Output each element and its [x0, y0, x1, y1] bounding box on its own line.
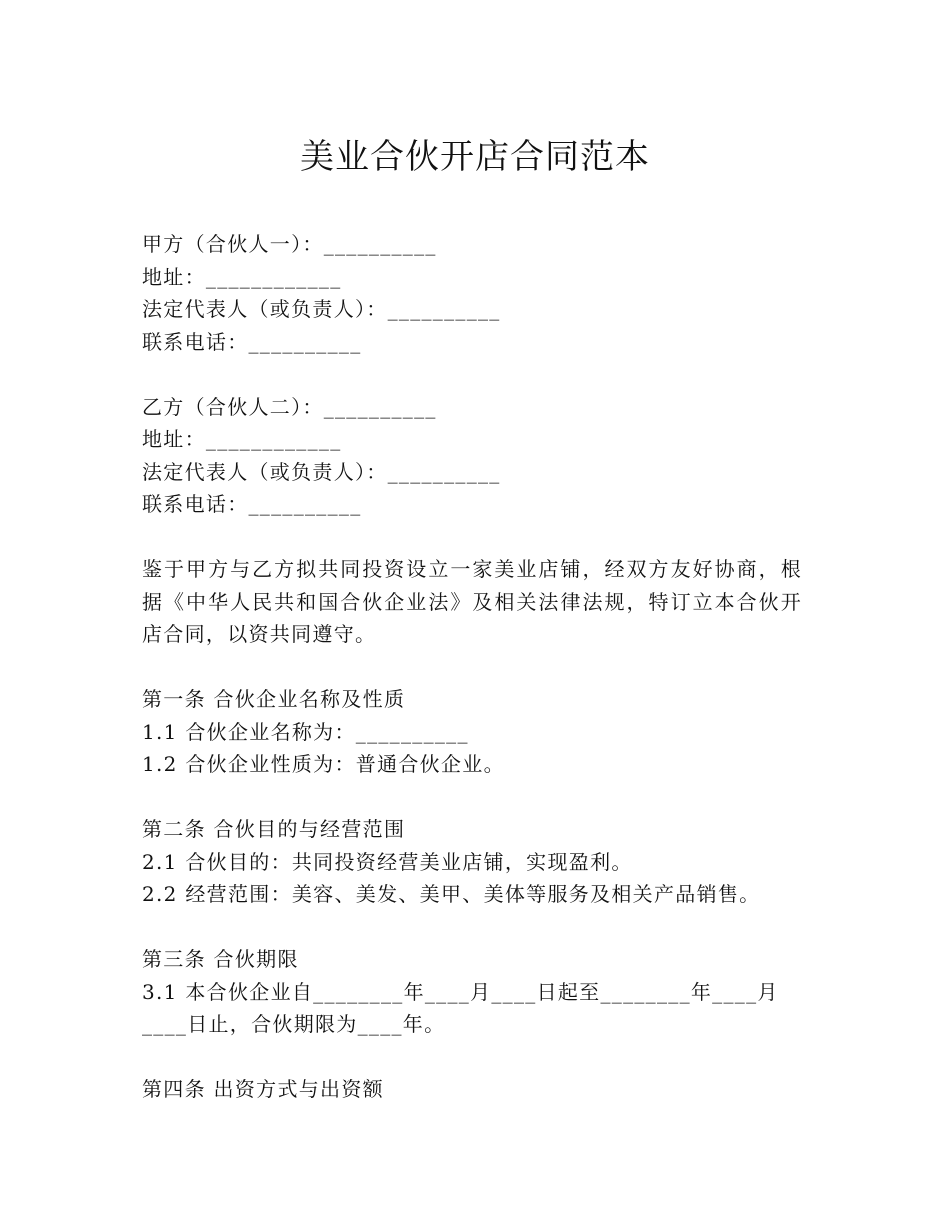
party-b-address-line: 地址：____________ — [142, 427, 342, 451]
spacer — [142, 1041, 802, 1074]
clause-3-1-line-1: 3.1 本合伙企业自________年____月____日起至________年____月 — [142, 979, 779, 1004]
document-body — [142, 228, 802, 1106]
clause-2-2: 2.2 经营范围：美容、美发、美甲、美体等服务及相关产品销售。 — [142, 882, 761, 906]
spacer — [142, 781, 802, 814]
spacer — [142, 651, 802, 684]
party-b-name-line: 乙方（合伙人二）：__________ — [142, 394, 437, 419]
spacer — [142, 358, 802, 391]
spacer — [142, 911, 802, 944]
article-2-heading: 第二条 合伙目的与经营范围 — [142, 817, 406, 841]
clause-1-2: 1.2 合伙企业性质为：普通合伙企业。 — [142, 752, 505, 776]
preamble-paragraph: 鉴于甲方与乙方拟共同投资设立一家美业店铺，经双方友好协商，根据《中华人民共和国合伙企业法》及相关法律法规，特订立本合伙开店合同，以资共同遵守。 — [142, 557, 802, 646]
party-a-address-line: 地址：____________ — [142, 264, 342, 289]
party-a-legal-rep-line: 法定代表人（或负责人）：__________ — [142, 297, 501, 321]
party-a-name-line: 甲方（合伙人一）：__________ — [142, 232, 437, 256]
clause-3-1-line-2: ____日止，合伙期限为____年。 — [142, 1012, 446, 1036]
article-1-heading: 第一条 合伙企业名称及性质 — [142, 687, 406, 711]
party-b-phone-line: 联系电话：__________ — [142, 492, 362, 516]
spacer — [142, 521, 802, 554]
clause-1-1: 1.1 合伙企业名称为：__________ — [142, 719, 469, 744]
article-4-heading: 第四条 出资方式与出资额 — [142, 1077, 384, 1101]
clause-2-1: 2.1 合伙目的：共同投资经营美业店铺，实现盈利。 — [142, 849, 633, 874]
party-a-phone-line: 联系电话：__________ — [142, 329, 362, 354]
document-title: 美业合伙开店合同范本 — [300, 137, 650, 177]
party-b-legal-rep-line: 法定代表人（或负责人）：__________ — [142, 459, 501, 484]
article-3-heading: 第三条 合伙期限 — [142, 947, 299, 971]
